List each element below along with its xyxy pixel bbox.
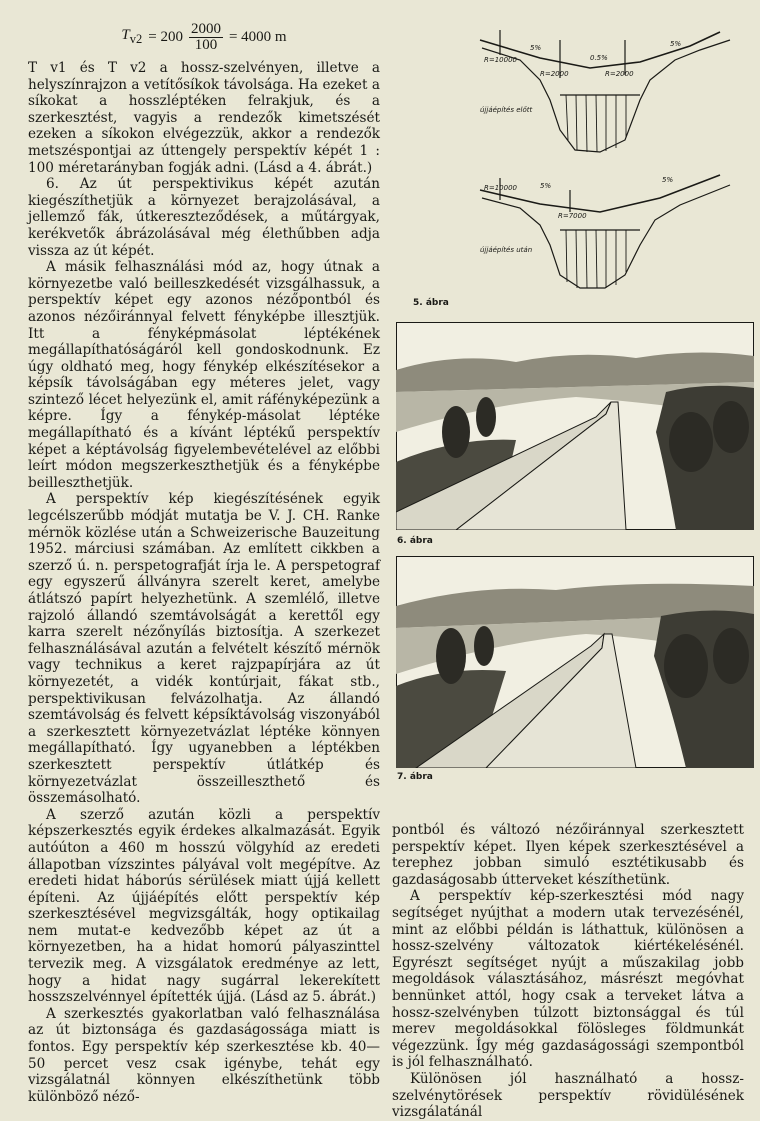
figure-7 — [396, 556, 754, 768]
figure-7-caption: 7. ábra — [397, 772, 433, 782]
profile-drawing — [400, 0, 755, 290]
right-column — [392, 822, 744, 1121]
fig5-top-grade-right: 5% — [670, 40, 682, 48]
fig5-bottom-r-left: R=10000 — [484, 184, 517, 192]
fig5-bottom-r-mid: R=7000 — [558, 212, 587, 220]
paragraph: pontból és változó nézőiránnyal szerkesztett perspektív képet. Ilyen képek szerkesztésével a terephez jobban simuló esztétikusabb és gazdaságosabb útterveket készíthetünk. — [392, 822, 744, 888]
paragraph: A perspektív kép-szerkesztési mód nagy segítséget nyújthat a modern utak tervezésénél, mint az előbbi példán is láthattuk, különösen a hossz-szelvény változatok kiértékelésénél. Egyrészt segítséget nyújt a műszakilag jobb megoldások választásához, másrészt megóvhat bennünket attól, hogy csak a terveket látva a hossz-szelvényben túlzott biztonsággal és túl merev megoldásokkal fölösleges földmunkát végezzünk. Így még gazdaságossági szempontból is jól felhasználható. — [392, 888, 744, 1071]
paragraph: T v1 és T v2 a hossz-szelvényen, illetve a helyszínrajzon a vetítősíkok távolsága. Ha ezeket a síkokat a hosszléptéken felrakjuk, és a szerkesztést, vagyis a rendezők kimetszését ezeken a síkokon elvégezzük, akkor a rendezők metszéspontjai az úttengely perspektív képét 1 : 100 méretarányban fogják adni. (Lásd a 4. ábrát.) — [28, 60, 380, 176]
formula-eq2: = 4000 m — [228, 28, 287, 45]
fig5-bottom-grade-right: 5% — [662, 176, 674, 184]
figure-6 — [396, 322, 754, 530]
paragraph: A perspektív kép kiegészítésének egyik legcélszerűbb módját mutatja be V. J. CH. Ranke mérnök közlése után a Schweizerische Bauzeitung 1952. márciusi számában. Az említett cikkben a szerző ú. n. perspetografját írja le. A perspetograf egy egyszerű állványra szerelt keret, amelybe átlátszó papírt helyezhetünk. A szemlélő, illetve rajzoló állandó szemtávolságát a kerettől egy karra szerelt nézőnyílás biztosítja. A szerkezet felhasználásával azután a felvételt készítő mérnök vagy technikus a keret rajzpapírjára az út környezetét, a vidék kontúrjait, fákat stb., perspektivikusan felvázolhatja. Az állandó szemtávolság és felvett képsíktávolság viszonyából a szerkesztett környezetvázlat léptéke könnyen megállapítható. Így ugyanebben a léptékben szerkesztett perspektív útlátkép és környezetvázlat összeilleszthető és összemásolható. — [28, 491, 380, 807]
fig5-bottom-label: újjáépítés után — [480, 246, 533, 254]
paragraph: Különösen jól használható a hossz-szelvénytörések perspektív rövidülésének vizsgálatánál — [392, 1070, 744, 1121]
left-column — [28, 14, 380, 1105]
formula-denominator: 100 — [194, 36, 218, 53]
paragraph: 6. Az út perspektivikus képét azután kiegészíthetjük a környezet berajzolásával, a jellemző fák, útkereszteződések, a műtárgyak, kerékvetők ábrázolásával még élethűbben adja vissza az út képét. — [28, 176, 380, 259]
paragraph: A másik felhasználási mód az, hogy útnak a környezetbe való beilleszkedését vizsgálhassuk, a perspektív képet egy azonos nézőpontból és azonos nézőiránnyal felvett fényképbe illesztjük. Itt a fényképmásolat léptékének megállapíthatóságáról kell gondoskodnunk. Ez úgy oldható meg, hogy fénykép elkészítésekor a képsík távolságában egy méteres jelet, vagy szintező lécet helyezünk el, amit ráfényképezünk a képre. Így a fénykép-másolat léptéke megállapítható és a kívánt léptékű perspektív képet a képtávolság figyelembevételével az előbbi leírt módon megszerkeszthetjük és a fényképbe beilleszthetjük. — [28, 259, 380, 491]
formula-eq1: = 200 — [148, 28, 183, 45]
formula-lhs-sub: v2 — [129, 31, 143, 46]
figure-6-caption: 6. ábra — [397, 536, 433, 546]
fig5-top-label: újjáépítés előtt — [480, 106, 533, 114]
paragraph: A szerkesztés gyakorlatban való felhasználása az út biztonsága és gazdaságossága miatt is fontos. Egy perspektív kép szerkesztése kb. 40—50 percet vesz csak igénybe, tehát egy vizsgálatnál könnyen elkészíthetünk több különböző néző- — [28, 1005, 380, 1105]
paragraph: A szerző azután közli a perspektív képszerkesztés egyik érdekes alkalmazását. Egyik autóúton a 460 m hosszú völgyhíd az eredeti állapotban vízszintes pályával volt megépítve. Az eredeti hidat háborús sérülések miatt újjá kellett építeni. Az újjáépítés előtt perspektív kép szerkesztésével megvizsgálták, hogy optikailag nem mutat-e kedvezőbb képet az út a környezetben, ha a hidat homorú pályaszinttel tervezik meg. A vizsgálatok eredménye az lett, hogy a hidat nagy sugárral lekerekített hosszszelvénnyel építették újjá. (Lásd az 5. ábrát.) — [28, 806, 380, 1006]
fig5-top-r-mid: R=2000 — [540, 70, 569, 78]
formula-numerator: 2000 — [190, 20, 221, 37]
perspective-sketch-6 — [396, 322, 754, 530]
formula-fraction — [189, 22, 223, 53]
formula — [28, 14, 380, 60]
fig5-top-r-left: R=10000 — [484, 56, 517, 64]
figure-5-caption: 5. ábra — [413, 298, 449, 308]
fig5-bottom-grade-left: 5% — [540, 182, 552, 190]
formula-lhs: T — [121, 26, 130, 43]
fig5-top-grade-mid: 0.5% — [590, 54, 608, 62]
figure-5 — [400, 0, 755, 290]
perspective-sketch-7 — [396, 556, 754, 768]
fig5-top-r-right: R=2000 — [605, 70, 634, 78]
fig5-top-grade-left: 5% — [530, 44, 542, 52]
